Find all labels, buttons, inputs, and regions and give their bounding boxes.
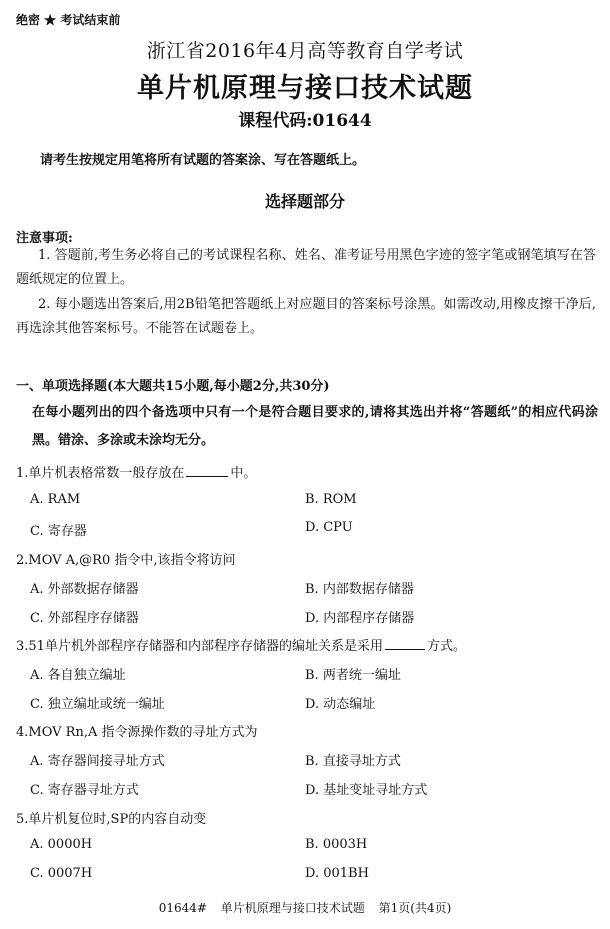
question-text: 4.MOV Rn,A 指令源操作数的寻址方式为 (16, 725, 258, 740)
question-text-end: 方式。 (426, 639, 466, 654)
option-a: A. 外部数据存储器 (30, 582, 139, 597)
footer-code: 01644# (158, 901, 207, 915)
secret-mark: 绝密 ★ 考试结束前 (16, 13, 121, 27)
option-c: C. 0007H (30, 866, 93, 881)
option-d: D. 001BH (305, 866, 369, 881)
note-item: 1. 答题前,考生务必将自己的考试课程名称、姓名、准考证号用黑色字迹的签字笔或钢笔填写在答题纸规定的位置上。 (16, 248, 596, 287)
question-stem (16, 462, 256, 481)
question-stem (16, 721, 257, 740)
option-d: D. 动态编址 (305, 697, 376, 712)
option-c: C. 外部程序存储器 (30, 611, 139, 626)
note-item: 2. 每小题选出答案后,用2B铅笔把答题纸上对应题目的答案标号涂黑。如需改动,用橡皮擦干净后,再选涂其他答案标号。不能答在试题卷上。 (16, 297, 596, 336)
option-a: A. RAM (30, 492, 81, 507)
part-heading: 一、单项选择题(本大题共15小题,每小题2分,共30分) (16, 379, 330, 394)
question-stem (16, 549, 236, 568)
option-b: B. 两者统一编址 (305, 668, 401, 683)
question-stem (16, 635, 466, 654)
option-a: A. 各自独立编址 (30, 668, 126, 683)
part-description: 在每小题列出的四个备选项中只有一个是符合题目要求的,请将其选出并将“答题纸”的相应代码涂黑。错涂、多涂或未涂均无分。 (32, 405, 598, 448)
answer-blank (385, 637, 425, 650)
exam-title: 浙江省2016年4月高等教育自学考试 (146, 40, 464, 62)
answer-blank (186, 464, 228, 477)
footer-page: 第1页(共4页) (378, 901, 452, 915)
option-b: B. 直接寻址方式 (305, 754, 401, 769)
question-text: 5.单片机复位时,SP的内容自动变 (16, 812, 207, 827)
option-d: D. CPU (305, 520, 353, 535)
section-title: 选择题部分 (264, 192, 345, 211)
footer-title: 单片机原理与接口技术试题 (220, 901, 365, 915)
option-c: C. 寄存器寻址方式 (30, 783, 139, 798)
option-b: B. 0003H (305, 837, 368, 852)
option-c: C. 寄存器 (30, 524, 87, 539)
question-text: 3.51单片机外部程序存储器和内部程序存储器的编址关系是采用 (16, 639, 383, 654)
page-footer (0, 899, 610, 916)
option-d: D. 内部程序存储器 (305, 611, 415, 626)
question-text: 1.单片机表格常数一般存放在 (16, 466, 185, 481)
question-stem (16, 808, 206, 827)
answer-instruction: 请考生按规定用笔将所有试题的答案涂、写在答题纸上。 (40, 153, 366, 168)
option-b: B. ROM (305, 492, 357, 507)
paper-title: 单片机原理与接口技术试题 (137, 73, 473, 104)
option-b: B. 内部数据存储器 (305, 582, 414, 597)
option-a: A. 寄存器间接寻址方式 (30, 754, 165, 769)
question-text-end: 中。 (230, 466, 257, 481)
course-code: 课程代码:01644 (238, 111, 372, 131)
option-c: C. 独立编址或统一编址 (30, 697, 165, 712)
question-text: 2.MOV A,@R0 指令中,该指令将访问 (16, 553, 236, 568)
option-a: A. 0000H (30, 837, 93, 852)
option-d: D. 基址变址寻址方式 (305, 783, 428, 798)
notes-heading: 注意事项: (16, 231, 73, 246)
